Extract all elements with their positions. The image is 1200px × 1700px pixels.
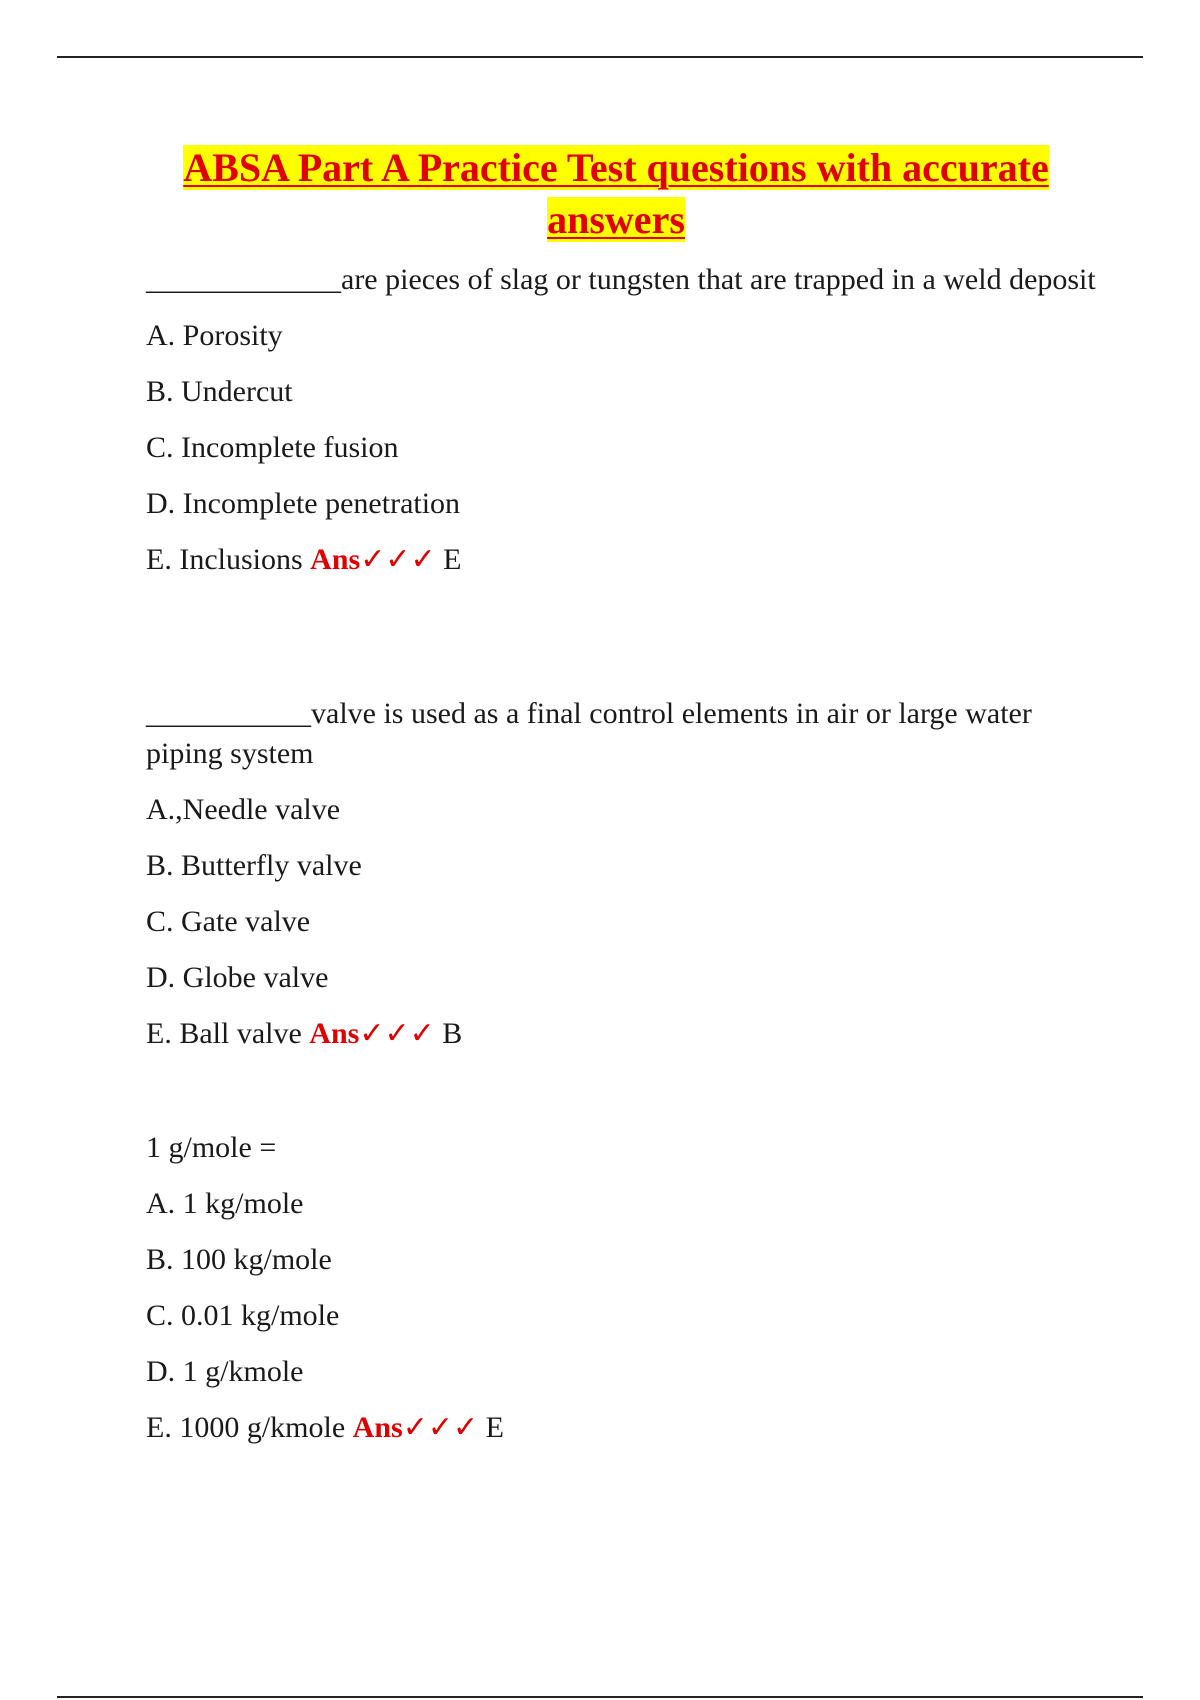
question-3 [146, 1128, 1106, 1448]
answer-value: B [442, 1017, 463, 1050]
answer-label: Ans [310, 543, 361, 576]
top-rule [57, 56, 1143, 58]
option-d: D. 1 g/kmole [146, 1355, 304, 1388]
page-title-text: ABSA Part A Practice Test questions with accurate answers [183, 145, 1049, 242]
question-1 [146, 260, 1106, 580]
bottom-rule [57, 1696, 1143, 1698]
option-a: A. Porosity [146, 319, 283, 352]
question-stem: 1 g/mole = [146, 1131, 277, 1164]
option-c: C. Incomplete fusion [146, 431, 399, 464]
question-stem: _____________are pieces of slag or tungsten that are trapped in a weld deposit [146, 263, 1096, 296]
answer-marker [310, 543, 435, 576]
answer-label: Ans [352, 1411, 403, 1444]
answer-value: E [485, 1411, 504, 1444]
answer-label: Ans [309, 1017, 360, 1050]
option-e-with-answer [146, 1014, 1106, 1054]
option-b: B. Undercut [146, 375, 293, 408]
question-2 [146, 694, 1106, 1054]
option-e: E. 1000 g/kmole [146, 1411, 346, 1444]
answer-marker [353, 1411, 478, 1444]
option-a: A.,Needle valve [146, 793, 341, 826]
option-c: C. 0.01 kg/mole [146, 1299, 340, 1332]
option-e-with-answer [146, 540, 1106, 580]
option-b: B. Butterfly valve [146, 849, 362, 882]
answer-marker [309, 1017, 434, 1050]
option-d: D. Globe valve [146, 961, 329, 994]
option-b: B. 100 kg/mole [146, 1243, 332, 1276]
option-e: E. Ball valve [146, 1017, 302, 1050]
option-d: D. Incomplete penetration [146, 487, 461, 520]
question-stem: ___________valve is used as a final control elements in air or large water piping system [146, 697, 1032, 770]
option-e: E. Inclusions [146, 543, 303, 576]
answer-value: E [443, 543, 462, 576]
option-c: C. Gate valve [146, 905, 311, 938]
check-icon: ✓✓✓ [359, 1017, 435, 1050]
page-title [140, 142, 1092, 246]
option-a: A. 1 kg/mole [146, 1187, 304, 1220]
check-icon: ✓✓✓ [402, 1411, 479, 1444]
option-e-with-answer [146, 1408, 1106, 1448]
check-icon: ✓✓✓ [360, 543, 436, 576]
